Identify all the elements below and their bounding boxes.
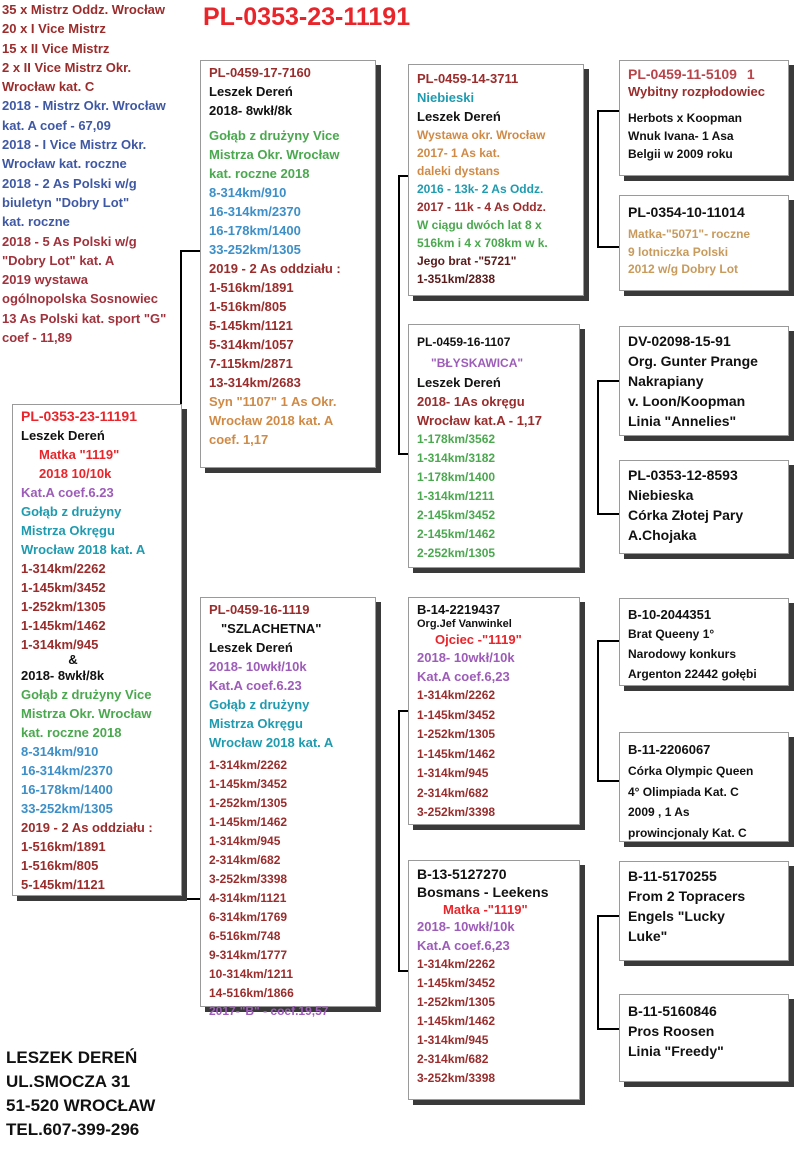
team-line: Gołąb z drużyny Vice xyxy=(21,687,152,702)
result-line: 1-314km/2262 xyxy=(417,957,496,971)
ggp-line: 2012 w/g Dobry Lot xyxy=(628,262,739,276)
bird-footer: 2017-"B" - coef.19,57 xyxy=(209,1004,329,1018)
as-line: 2018- 1As okręgu xyxy=(417,394,525,409)
bird-ring: PL-0459-14-3711 xyxy=(417,71,519,86)
result-line: 16-178km/1400 xyxy=(209,223,301,238)
achievement-line: kat. roczne xyxy=(2,214,70,230)
result-line: 1-516km/805 xyxy=(209,299,287,314)
show-line: Wystawa okr. Wrocław xyxy=(417,128,546,142)
result-line: 1-314km/945 xyxy=(417,766,489,780)
result-line: 1-516km/1891 xyxy=(21,839,106,854)
mmm-card xyxy=(619,994,789,1082)
connector-line xyxy=(597,380,619,382)
result-line: 1-145km/3452 xyxy=(209,777,288,791)
connector-line xyxy=(597,110,619,112)
connector-line xyxy=(597,780,619,782)
bird-ring: B-11-5170255 xyxy=(628,868,717,884)
ampersand: & xyxy=(68,652,78,667)
ggp-line: Córka Olympic Queen xyxy=(628,764,754,778)
bird-ring: B-14-2219437 xyxy=(417,602,501,617)
bird-result: 2018- 10wkł/10k xyxy=(417,650,515,665)
team-line: Mistrza Okręgu xyxy=(209,716,303,731)
achievement-line: 2018 - 2 As Polski w/g xyxy=(2,175,137,191)
result-line: 1-145km/3452 xyxy=(417,976,496,990)
ggp-line: Wnuk Ivana- 1 Asa xyxy=(628,129,734,143)
fm-card xyxy=(408,324,580,568)
achievement-line: 2018 - I Vice Mistrz Okr. xyxy=(2,137,147,153)
ggp-line: Pros Roosen xyxy=(628,1023,715,1039)
result-line: 8-314km/910 xyxy=(209,185,287,200)
connector-line xyxy=(597,915,619,917)
contact-street: UL.SMOCZA 31 xyxy=(6,1072,131,1091)
result-line: 2-145km/1462 xyxy=(417,527,496,541)
ggp-line: Córka Złotej Pary xyxy=(628,507,744,523)
result-line: 1-516km/805 xyxy=(21,858,99,873)
result-line: 1-314km/3182 xyxy=(417,451,496,465)
result-line: 6-314km/1769 xyxy=(209,910,288,924)
result-line: 1-252km/1305 xyxy=(417,995,496,1009)
bird-owner: Leszek Dereń xyxy=(417,375,501,390)
mother-coef: Kat.A coef.6.23 xyxy=(21,485,114,500)
father-card xyxy=(200,60,376,468)
team-line: kat. roczne 2018 xyxy=(21,725,122,740)
result-line: 3-252km/3398 xyxy=(417,805,496,819)
achievement-line: "Dobry Lot" kat. A xyxy=(2,252,115,268)
bird-result: 2018- 8wkł/8k xyxy=(209,103,293,118)
bird-ring: B-10-2044351 xyxy=(628,607,712,622)
team-line: Gołąb z drużyny Vice xyxy=(209,128,340,143)
achievement-line: 13 As Polski kat. sport "G" xyxy=(2,310,167,326)
fmm-card xyxy=(619,460,789,554)
bird-ring: PL-0353-23-11191 xyxy=(21,408,137,424)
ring-number: PL-0459-11-5109 xyxy=(628,66,737,82)
bird-label: Matka -"1119" xyxy=(443,902,528,917)
result-line: 33-252km/1305 xyxy=(209,242,301,257)
fff-card xyxy=(619,60,789,176)
bird-name: "SZLACHETNA" xyxy=(221,621,322,636)
result-line: 16-314km/2370 xyxy=(21,763,113,778)
contact-phone: TEL.607-399-296 xyxy=(6,1120,140,1139)
connector-line xyxy=(398,710,408,712)
team-line: Gołąb z drużyny xyxy=(21,504,122,519)
result-line: 2-314km/682 xyxy=(209,853,281,867)
mf-card xyxy=(408,597,580,825)
connector-line xyxy=(597,640,599,782)
ggp-line: 9 lotniczka Polski xyxy=(628,244,729,259)
contact-city: 51-520 WROCŁAW xyxy=(6,1096,156,1115)
result-line: 10-314km/1211 xyxy=(209,967,294,981)
achievement-line: coef - 11,89 xyxy=(2,330,73,346)
ff-card xyxy=(408,64,584,296)
ggp-line: Niebieska xyxy=(628,487,694,503)
ggp-line: Brat Queeny 1° xyxy=(628,627,715,641)
bird-owner: Leszek Dereń xyxy=(21,428,105,443)
result-line: 1-314km/2262 xyxy=(417,688,496,702)
achievements-list xyxy=(2,0,166,347)
achievement-line: 20 x I Vice Mistrz xyxy=(2,21,106,37)
son-line: Syn "1107" 1 As Okr. xyxy=(209,394,337,409)
result-line: 2-314km/682 xyxy=(417,785,489,800)
connector-line xyxy=(597,640,619,642)
result-line: 7-115km/2871 xyxy=(209,356,293,371)
result-line: 2-252km/1305 xyxy=(417,546,496,560)
result-line: 5-145km/1121 xyxy=(21,877,105,892)
result-line: 2016 - 13k- 2 As Oddz. xyxy=(417,182,544,196)
as-title: 2019 - 2 As oddziału : xyxy=(21,820,153,835)
result-line: 1-314km/1211 xyxy=(417,489,495,503)
bird-coef: Kat.A coef.6,23 xyxy=(417,669,510,684)
bird-ring: B-11-2206067 xyxy=(628,742,711,757)
ggp-line: Linia "Annelies" xyxy=(628,413,737,429)
connector-line xyxy=(180,898,200,900)
result-line: 8-314km/910 xyxy=(21,744,99,759)
ggp-line: Matka-"5071"- roczne xyxy=(628,227,751,241)
coef-line: Wrocław kat.A - 1,17 xyxy=(417,413,542,428)
ggp-line: Engels "Lucky xyxy=(628,908,725,924)
span-line: W ciągu dwóch lat 8 x xyxy=(417,218,542,232)
result-line: 2017 - 11k - 4 As Oddz. xyxy=(417,200,546,214)
result-line: 1-252km/1305 xyxy=(21,599,106,614)
ggp-line: Herbots x Koopman xyxy=(628,111,743,125)
result-line: 16-314km/2370 xyxy=(209,204,301,219)
bird-ring: PL-0459-16-1107 xyxy=(417,335,511,349)
team-line: Gołąb z drużyny xyxy=(209,697,310,712)
result-line: 1-145km/1462 xyxy=(417,1014,496,1028)
result-line: 9-314km/1777 xyxy=(209,948,288,962)
achievement-line: 2018 - Mistrz Okr. Wrocław xyxy=(2,98,166,114)
ring-suffix: 1 xyxy=(746,66,755,82)
team-line: Mistrza Okręgu xyxy=(21,523,115,538)
page-title: PL-0353-23-11191 xyxy=(203,3,411,31)
result-line: 1-178km/3562 xyxy=(417,432,496,446)
result-line: 1-145km/3452 xyxy=(417,707,496,722)
result-line: 33-252km/1305 xyxy=(21,801,113,816)
achievement-line: ogólnopolska Sosnowiec xyxy=(2,291,159,307)
achievement-line: 2019 wystawa xyxy=(2,272,89,288)
bird-breeder: Org.Jef Vanwinkel xyxy=(417,618,512,630)
result-line: 4-314km/1121 xyxy=(209,891,287,905)
achievement-line: Wrocław kat. roczne xyxy=(2,156,127,172)
result-line: 1-314km/945 xyxy=(209,834,281,848)
ggp-line: Argenton 22442 gołębi xyxy=(628,667,757,681)
result-line: 1-252km/1305 xyxy=(417,727,496,741)
mother-result: 2018 10/10k xyxy=(39,466,112,481)
bird-ring: PL-0353-12-8593 xyxy=(628,467,738,483)
fmf-card xyxy=(619,326,789,436)
result-line: 1-145km/1462 xyxy=(209,815,288,829)
span-line: 516km i 4 x 708km w k. xyxy=(417,236,548,250)
bird-color: Niebieski xyxy=(417,90,475,105)
ggp-line: prowincjonaly Kat. C xyxy=(628,825,747,840)
achievement-line: Wrocław kat. C xyxy=(2,79,95,95)
as-title: 2019 - 2 As oddziału : xyxy=(209,261,341,276)
bird-ring: DV-02098-15-91 xyxy=(628,333,731,349)
result-line: 3-252km/3398 xyxy=(209,872,288,886)
bird-ring: B-13-5127270 xyxy=(417,866,507,882)
contact-name: LESZEK DEREŃ xyxy=(6,1048,138,1067)
ggp-line: Linia "Freedy" xyxy=(628,1043,724,1059)
achievement-line: 2018 - 5 As Polski w/g xyxy=(2,233,137,249)
connector-line xyxy=(398,453,408,455)
son-line: Wrocław 2018 kat. A xyxy=(209,413,334,428)
bird-ring xyxy=(620,65,788,83)
mm-card xyxy=(408,860,580,1100)
bird-subtitle: Wybitny rozpłodowiec xyxy=(628,84,765,99)
connector-line xyxy=(597,246,619,248)
result-line: 6-516km/748 xyxy=(209,929,281,943)
connector-line xyxy=(597,110,599,248)
result-line: 1-516km/1891 xyxy=(209,280,294,295)
main-bird-card xyxy=(12,404,182,896)
bird-owner: Leszek Dereń xyxy=(209,640,293,655)
brother-line: Jego brat -"5721" xyxy=(417,254,517,268)
result-line: 1-314km/2262 xyxy=(209,758,288,772)
result-line: 14-516km/1866 xyxy=(209,986,294,1000)
achievement-line: biuletyn "Dobry Lot" xyxy=(2,194,130,210)
result-line: 1-314km/2262 xyxy=(21,561,106,576)
result-line: 1-314km/945 xyxy=(21,637,99,652)
mfm-card xyxy=(619,732,789,842)
connector-line xyxy=(398,970,408,972)
ggp-line: Belgii w 2009 roku xyxy=(628,147,733,161)
connector-line xyxy=(398,710,400,972)
bird-breeder: Bosmans - Leekens xyxy=(417,884,549,900)
father-result: 2018- 8wkł/8k xyxy=(21,668,105,683)
ggp-line: A.Chojaka xyxy=(628,527,697,543)
connector-line xyxy=(597,513,619,515)
team-line: Wrocław 2018 kat. A xyxy=(21,542,146,557)
bird-result: 2018- 10wkł/10k xyxy=(417,919,515,934)
bird-result: 2018- 10wkł/10k xyxy=(209,659,307,674)
show-line: 2017- 1 As kat. xyxy=(417,146,500,160)
connector-line xyxy=(398,175,400,455)
result-line: 1-145km/1462 xyxy=(21,618,106,633)
ggp-line: From 2 Topracers xyxy=(628,888,746,904)
bird-label: Ojciec -"1119" xyxy=(435,632,522,647)
mother-card xyxy=(200,597,376,1018)
result-line: 1-252km/1305 xyxy=(209,796,288,810)
ggp-line: 2009 , 1 As xyxy=(628,805,690,819)
bird-ring: PL-0459-16-1119 xyxy=(209,602,310,617)
achievement-line: 35 x Mistrz Oddz. Wrocław xyxy=(2,2,166,17)
bird-coef: Kat.A coef.6,23 xyxy=(417,938,510,953)
team-line: Mistrza Okr. Wrocław xyxy=(21,706,152,721)
ggp-line: Nakrapiany xyxy=(628,373,704,389)
bird-owner: Leszek Dereń xyxy=(209,84,293,99)
ffm-card xyxy=(619,195,789,291)
mff-card xyxy=(619,598,789,686)
bird-ring: B-11-5160846 xyxy=(628,1003,717,1019)
bird-coef: Kat.A coef.6.23 xyxy=(209,678,302,693)
connector-line xyxy=(597,1028,619,1030)
achievement-line: 2 x II Vice Mistrz Okr. xyxy=(2,59,132,75)
result-line: 13-314km/2683 xyxy=(209,375,301,390)
result-line: 1-314km/945 xyxy=(417,1033,489,1047)
mother-label: Matka "1119" xyxy=(39,447,120,462)
show-line: daleki dystans xyxy=(417,164,500,178)
team-line: kat. roczne 2018 xyxy=(209,166,310,181)
bird-ring: PL-0459-17-7160 xyxy=(209,65,311,80)
mmf-card xyxy=(619,861,789,961)
result-line: 5-145km/1121 xyxy=(209,318,293,333)
connector-line xyxy=(398,175,408,177)
brother-result: 1-351km/2838 xyxy=(417,272,496,286)
connector-line xyxy=(180,250,200,252)
ggp-line: Luke" xyxy=(628,928,668,944)
result-line: 1-145km/1462 xyxy=(417,746,496,761)
bird-ring: PL-0354-10-11014 xyxy=(628,204,745,220)
result-line: 2-145km/3452 xyxy=(417,508,496,522)
connector-line xyxy=(597,380,599,515)
bird-name: "BŁYSKAWICA" xyxy=(431,356,524,370)
ggp-line: Narodowy konkurs xyxy=(628,647,737,661)
result-line: 16-178km/1400 xyxy=(21,782,113,797)
result-line: 5-314km/1057 xyxy=(209,337,294,352)
team-line: Wrocław 2018 kat. A xyxy=(209,735,334,750)
contact-block xyxy=(6,1046,155,1142)
result-line: 1-178km/1400 xyxy=(417,470,496,484)
bird-owner: Leszek Dereń xyxy=(417,109,501,124)
result-line: 3-252km/3398 xyxy=(417,1071,496,1085)
result-line: 1-145km/3452 xyxy=(21,580,106,595)
ggp-line: Org. Gunter Prange xyxy=(628,353,758,369)
achievement-line: kat. A coef - 67,09 xyxy=(2,117,111,133)
ggp-line: v. Loon/Koopman xyxy=(628,393,746,409)
connector-line xyxy=(597,915,599,1030)
ggp-line: 4° Olimpiada Kat. C xyxy=(628,784,739,799)
result-line: 2-314km/682 xyxy=(417,1052,489,1066)
son-line: coef. 1,17 xyxy=(209,432,269,447)
team-line: Mistrza Okr. Wrocław xyxy=(209,147,340,162)
achievement-line: 15 x II Vice Mistrz xyxy=(2,40,110,56)
